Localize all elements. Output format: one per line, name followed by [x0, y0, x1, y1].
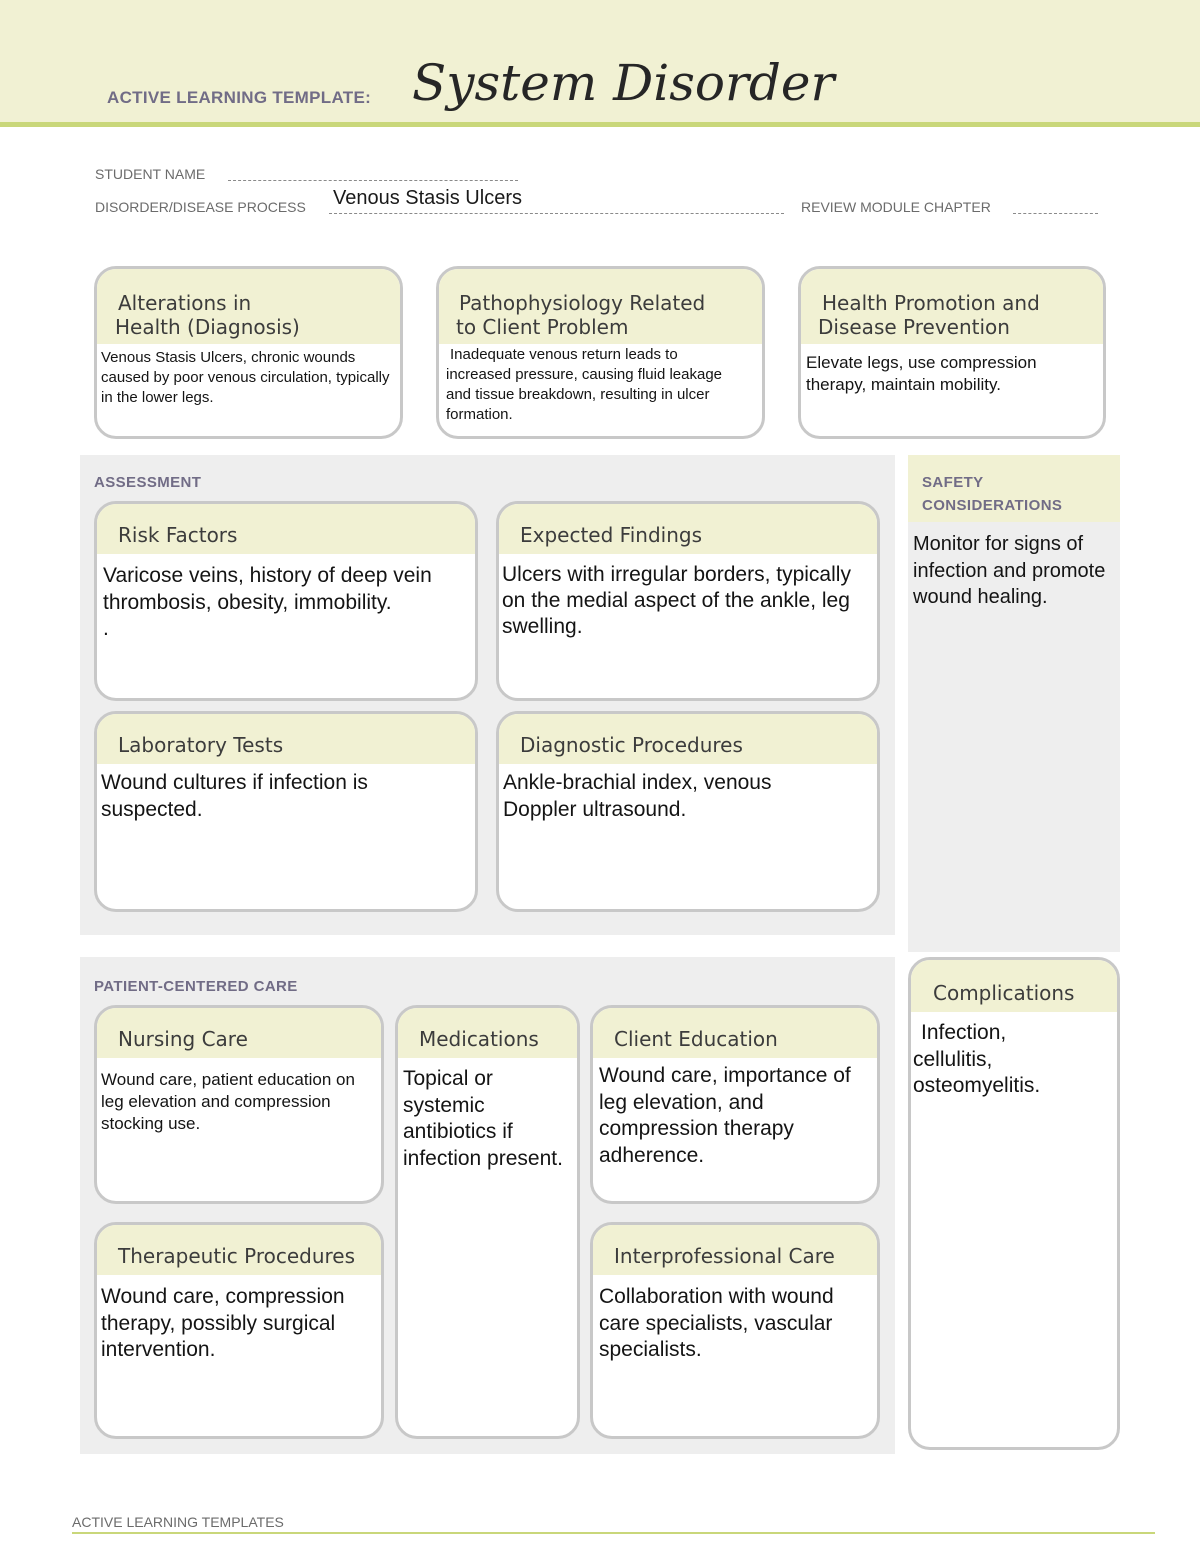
laboratory-tests-text: Wound cultures if infection is suspected.: [101, 771, 368, 821]
medications-card: [395, 1005, 580, 1439]
safety-title-line: CONSIDERATIONS: [922, 497, 1063, 514]
disorder-label: DISORDER/DISEASE PROCESS: [95, 199, 306, 215]
client-education-card: [590, 1005, 880, 1204]
risk-factors-card: [94, 501, 478, 701]
template-label: ACTIVE LEARNING TEMPLATE:: [107, 88, 372, 107]
disorder-value: Venous Stasis Ulcers: [333, 187, 522, 209]
card-title: Pathophysiology Related: [459, 291, 706, 315]
complications-card: [908, 957, 1120, 1450]
card-title: Client Education: [614, 1027, 778, 1051]
complications-text: Infection, cellulitis, osteomyelitis.: [913, 1021, 1041, 1097]
card-title: to Client Problem: [456, 315, 629, 339]
pathophysiology-text: Inadequate venous return leads to increased pressure, causing fluid leakage and tissue breakdown, resulting in ulcer formation.: [446, 346, 722, 423]
student-name-field[interactable]: [228, 180, 518, 181]
diagnostic-procedures-text: Ankle-brachial index, venous Doppler ultrasound.: [503, 771, 772, 821]
card-title: Expected Findings: [520, 523, 702, 547]
therapeutic-procedures-card: [94, 1222, 384, 1439]
risk-factors-body: Varicose veins, history of deep vein thrombosis, obesity, immobility.: [103, 564, 432, 614]
page-title: System Disorder: [412, 54, 835, 112]
review-module-field[interactable]: [1013, 213, 1098, 214]
card-title: Diagnostic Procedures: [520, 733, 743, 757]
card-title: Risk Factors: [118, 523, 238, 547]
health-promotion-card: [798, 266, 1106, 439]
student-name-label: STUDENT NAME: [95, 166, 206, 182]
medications-text: Topical or systemic antibiotics if infection present.: [403, 1067, 563, 1170]
pathophysiology-card: [436, 266, 765, 439]
card-title: Health Promotion and: [822, 291, 1040, 315]
card-title: Laboratory Tests: [118, 733, 284, 757]
therapeutic-procedures-text: Wound care, compression therapy, possibly surgical intervention.: [101, 1285, 345, 1361]
card-title: Medications: [419, 1027, 539, 1051]
header-rule: [0, 122, 1200, 127]
alterations-card: [94, 266, 403, 439]
alterations-text: Venous Stasis Ulcers, chronic wounds caused by poor venous circulation, typically in the lower legs.: [101, 349, 390, 406]
risk-factors-text: [103, 563, 463, 643]
card-title: Complications: [933, 981, 1075, 1005]
interprofessional-care-card: [590, 1222, 880, 1439]
expected-findings-card: [496, 501, 880, 701]
safety-title-line: SAFETY: [922, 474, 984, 491]
card-title: Nursing Care: [118, 1027, 248, 1051]
safety-text: Monitor for signs of infection and promote wound healing.: [913, 533, 1106, 608]
card-title: Interprofessional Care: [614, 1244, 835, 1268]
review-module-label: REVIEW MODULE CHAPTER: [801, 199, 991, 215]
interprofessional-care-text: Collaboration with wound care specialists, vascular specialists.: [599, 1285, 834, 1361]
laboratory-tests-card: [94, 711, 478, 912]
nursing-care-text: Wound care, patient education on leg elevation and compression stocking use.: [101, 1070, 355, 1133]
footer-label: ACTIVE LEARNING TEMPLATES: [72, 1514, 284, 1530]
safety-title: [922, 471, 1062, 517]
card-title: Alterations in: [118, 291, 252, 315]
risk-factors-extra: .: [103, 617, 109, 640]
expected-findings-text: Ulcers with irregular borders, typically on the medial aspect of the ankle, leg swelling.: [502, 563, 851, 638]
health-promotion-text: Elevate legs, use compression therapy, maintain mobility.: [806, 353, 1037, 394]
card-title: Health (Diagnosis): [115, 315, 300, 339]
patient-centered-care-label: PATIENT-CENTERED CARE: [94, 978, 298, 995]
card-title: Disease Prevention: [818, 315, 1010, 339]
diagnostic-procedures-card: [496, 711, 880, 912]
footer-rule: [72, 1532, 1155, 1534]
nursing-care-card: [94, 1005, 384, 1204]
safety-considerations-panel: [908, 455, 1120, 952]
assessment-label: ASSESSMENT: [94, 474, 202, 491]
card-title: Therapeutic Procedures: [118, 1244, 356, 1268]
client-education-text: Wound care, importance of leg elevation, and compression therapy adherence.: [599, 1064, 851, 1167]
disorder-field[interactable]: [329, 213, 784, 214]
